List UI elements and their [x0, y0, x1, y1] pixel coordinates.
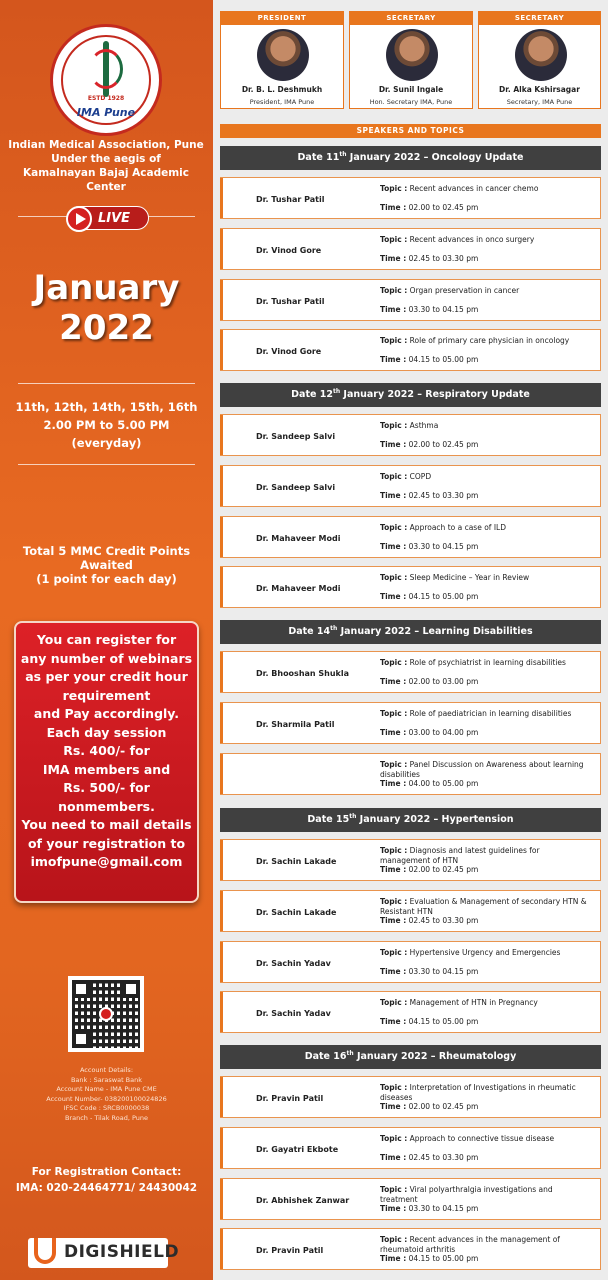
- registration-line: requirement: [62, 687, 151, 703]
- time-label: Time :: [380, 967, 407, 976]
- dates-time: 2.00 PM to 5.00 PM: [43, 418, 170, 432]
- topic-label: Topic :: [380, 235, 408, 244]
- time-text: 04.15 to 05.00 pm: [408, 592, 479, 601]
- contact-title: For Registration Contact:: [31, 1166, 182, 1178]
- time-label: Time :: [380, 677, 407, 686]
- live-badge: [67, 206, 149, 230]
- session-speaker: [256, 652, 376, 694]
- topic-label: Topic :: [380, 658, 408, 667]
- speaker-name: Dr. Sachin Lakade: [256, 856, 337, 866]
- session-topic: [380, 523, 590, 533]
- session-topic: [380, 846, 590, 866]
- dates-days: 11th, 12th, 14th, 15th, 16th: [15, 400, 198, 414]
- time-label: Time :: [380, 779, 407, 788]
- time-text: 03.30 to 04.15 pm: [408, 305, 479, 314]
- year: 2022: [59, 308, 154, 348]
- officer-photo: [515, 29, 567, 81]
- session-card: [220, 279, 601, 321]
- org-line-2: Under the aegis of: [51, 153, 161, 165]
- qr-pattern: [72, 980, 140, 1048]
- speakers-header: SPEAKERS AND TOPICS: [220, 124, 601, 138]
- topic-label: Topic :: [380, 948, 408, 957]
- speaker-name: Dr. Tushar Patil: [256, 194, 325, 204]
- session-time: [380, 254, 590, 263]
- play-icon: [66, 206, 92, 232]
- time-label: Time :: [380, 916, 407, 925]
- day-header-ordinal: th: [330, 624, 338, 632]
- payment-qr-code: [68, 976, 144, 1052]
- org-line-3: Kamalnayan Bajaj Academic Center: [22, 167, 189, 193]
- session-speaker: [256, 466, 376, 508]
- session-speaker: [256, 891, 376, 933]
- registration-line: any number of webinars: [20, 650, 193, 666]
- credit-points: [0, 544, 213, 586]
- speaker-name: Dr. Mahaveer Modi: [256, 533, 341, 543]
- topic-text: Approach to a case of ILD: [409, 523, 506, 532]
- day-header-date: Date 16: [304, 1051, 347, 1062]
- day-header-date: Date 12: [291, 389, 333, 400]
- session-time: [380, 1153, 590, 1162]
- session-topic: [380, 573, 590, 583]
- registration-line: Rs. 400/- for: [63, 743, 150, 758]
- registration-line: You need to mail details: [21, 817, 192, 832]
- bank-name: Bank : Saraswat Bank: [70, 1075, 143, 1084]
- day-header: [220, 620, 601, 644]
- topic-label: Topic :: [380, 846, 408, 855]
- day-header-title: January 2022 – Rheumatology: [353, 1051, 517, 1062]
- session-speaker: [256, 229, 376, 271]
- session-card: [220, 890, 601, 932]
- officer-card: [220, 11, 344, 109]
- shield-icon: [34, 1238, 56, 1264]
- officer-role: Secretary, IMA Pune: [506, 98, 573, 106]
- session-time: [380, 779, 590, 788]
- session-speaker: [256, 1179, 376, 1221]
- speaker-name: Dr. Sandeep Salvi: [256, 482, 336, 492]
- left-panel: [0, 0, 213, 1280]
- session-card: [220, 329, 601, 371]
- snake-icon: [89, 49, 123, 89]
- month-name: January: [33, 268, 180, 308]
- speaker-name: Dr. Sandeep Salvi: [256, 431, 336, 441]
- time-text: 02.00 to 02.45 pm: [408, 865, 479, 874]
- time-label: Time :: [380, 865, 407, 874]
- time-text: 02.00 to 02.45 pm: [408, 440, 479, 449]
- time-text: 03.30 to 04.15 pm: [408, 967, 479, 976]
- time-label: Time :: [380, 1017, 407, 1026]
- time-label: Time :: [380, 542, 407, 551]
- session-topic: [380, 948, 590, 958]
- session-time: [380, 967, 590, 976]
- day-header-title: January 2022 – Respiratory Update: [340, 389, 530, 400]
- speaker-name: Dr. Sharmila Patil: [256, 719, 335, 729]
- day-header-date: Date 15: [307, 814, 350, 825]
- topic-label: Topic :: [380, 573, 408, 582]
- session-speaker: [256, 517, 376, 559]
- officer-role: Hon. Secretary IMA, Pune: [369, 98, 453, 106]
- session-topic: [380, 235, 590, 245]
- topic-label: Topic :: [380, 897, 408, 906]
- time-text: 03.00 to 04.00 pm: [408, 728, 479, 737]
- session-topic: [380, 998, 590, 1008]
- topic-text: Diagnosis and latest guidelines for management of HTN: [380, 846, 540, 865]
- time-label: Time :: [380, 1102, 407, 1111]
- topic-label: Topic :: [380, 1185, 408, 1194]
- time-text: 02.45 to 03.30 pm: [408, 1153, 479, 1162]
- session-speaker: [256, 567, 376, 609]
- time-text: 02.45 to 03.30 pm: [408, 254, 479, 263]
- session-card: [220, 941, 601, 983]
- topic-text: Organ preservation in cancer: [409, 286, 520, 295]
- time-text: 02.00 to 03.00 pm: [408, 677, 479, 686]
- session-time: [380, 677, 590, 686]
- session-topic: [380, 421, 590, 431]
- speaker-name: Dr. Sachin Lakade: [256, 907, 337, 917]
- topic-label: Topic :: [380, 286, 408, 295]
- speaker-name: Dr. Sachin Yadav: [256, 1008, 331, 1018]
- officer-title: PRESIDENT: [221, 12, 343, 25]
- time-label: Time :: [380, 355, 407, 364]
- session-card: [220, 414, 601, 456]
- officer-photo: [386, 29, 438, 81]
- day-header: [220, 146, 601, 170]
- session-card: [220, 839, 601, 881]
- topic-text: Management of HTN in Pregnancy: [409, 998, 538, 1007]
- session-time: [380, 916, 590, 925]
- divider: [18, 383, 195, 384]
- registration-line: You can register for: [36, 632, 177, 647]
- topic-text: Evaluation & Management of secondary HTN & Resistant HTN: [380, 897, 587, 916]
- session-time: [380, 728, 590, 737]
- registration-line: and Pay accordingly.: [33, 706, 180, 721]
- event-dates: [0, 398, 213, 452]
- live-label: LIVE: [98, 211, 131, 226]
- session-card: [220, 177, 601, 219]
- session-time: [380, 542, 590, 551]
- day-header-title: January 2022 – Learning Disabilities: [337, 626, 533, 637]
- topic-text: Viral polyarthralgia investigations and treatment: [380, 1185, 553, 1204]
- session-card: [220, 228, 601, 270]
- bank-details: [0, 1066, 213, 1123]
- speaker-name: Dr. Tushar Patil: [256, 296, 325, 306]
- session-speaker: [256, 1128, 376, 1170]
- session-topic: [380, 897, 590, 917]
- session-speaker: [256, 942, 376, 984]
- officer-name: Dr. Alka Kshirsagar: [499, 85, 580, 94]
- ima-pune-logo: [50, 24, 162, 136]
- session-speaker: [256, 280, 376, 322]
- topic-text: Role of primary care physician in oncology: [409, 336, 570, 345]
- time-label: Time :: [380, 1254, 407, 1263]
- bank-title: Account Details:: [79, 1066, 134, 1074]
- session-topic: [380, 709, 590, 719]
- time-label: Time :: [380, 1153, 407, 1162]
- session-topic: [380, 472, 590, 482]
- topic-label: Topic :: [380, 760, 408, 769]
- bank-ifsc: IFSC Code : SRCB0000038: [63, 1104, 150, 1112]
- officer-card: [478, 11, 601, 109]
- session-speaker: [256, 840, 376, 882]
- session-time: [380, 1102, 590, 1111]
- registration-contact: [0, 1164, 213, 1196]
- qr-finder: [72, 1030, 90, 1048]
- topic-label: Topic :: [380, 1083, 408, 1092]
- topic-label: Topic :: [380, 523, 408, 532]
- session-time: [380, 491, 590, 500]
- topic-label: Topic :: [380, 336, 408, 345]
- time-text: 04.00 to 05.00 pm: [408, 779, 479, 788]
- session-time: [380, 203, 590, 212]
- session-speaker: [256, 1077, 376, 1119]
- speaker-name: Dr. Vinod Gore: [256, 245, 322, 255]
- session-speaker: [256, 415, 376, 457]
- session-topic: [380, 1134, 590, 1144]
- qr-finder: [72, 980, 90, 998]
- time-text: 04.15 to 05.00 pm: [408, 1254, 479, 1263]
- day-header: [220, 1045, 601, 1069]
- topic-text: Panel Discussion on Awareness about learning disabilities: [380, 760, 584, 779]
- time-label: Time :: [380, 1204, 407, 1213]
- registration-line: Each day session: [46, 724, 167, 740]
- speaker-name: Dr. Abhishek Zanwar: [256, 1195, 350, 1205]
- registration-line: Rs. 500/- for: [63, 780, 150, 795]
- registration-line: IMA members and: [42, 761, 171, 777]
- session-time: [380, 865, 590, 874]
- topic-text: Role of paediatrician in learning disabilities: [409, 709, 572, 718]
- registration-line: as per your credit hour: [25, 669, 188, 684]
- day-header: [220, 808, 601, 832]
- time-label: Time :: [380, 440, 407, 449]
- topic-label: Topic :: [380, 184, 408, 193]
- session-card: [220, 1076, 601, 1118]
- session-card: [220, 1127, 601, 1169]
- topic-label: Topic :: [380, 421, 408, 430]
- session-card: [220, 753, 601, 795]
- time-text: 02.00 to 02.45 pm: [408, 1102, 479, 1111]
- day-header-ordinal: th: [346, 1049, 354, 1057]
- session-topic: [380, 658, 590, 668]
- officer-card: [349, 11, 473, 109]
- topic-text: Interpretation of Investigations in rheumatic diseases: [380, 1083, 576, 1102]
- dates-note: (everyday): [71, 436, 142, 450]
- contact-phone: IMA: 020-24464771/ 24430042: [15, 1182, 198, 1194]
- session-topic: [380, 286, 590, 296]
- day-header-date: Date 11: [297, 152, 340, 163]
- speaker-name: Dr. Pravin Patil: [256, 1245, 324, 1255]
- session-time: [380, 355, 590, 364]
- session-card: [220, 566, 601, 608]
- topic-text: Recent advances in onco surgery: [409, 235, 535, 244]
- day-header-title: January 2022 – Hypertension: [356, 814, 514, 825]
- session-topic: [380, 1185, 590, 1205]
- logo-name: IMA Pune: [76, 106, 136, 119]
- session-time: [380, 1254, 590, 1263]
- time-label: Time :: [380, 592, 407, 601]
- bank-branch: Branch - Tilak Road, Pune: [64, 1113, 149, 1122]
- time-text: 02.45 to 03.30 pm: [408, 916, 479, 925]
- session-time: [380, 440, 590, 449]
- time-text: 04.15 to 05.00 pm: [408, 1017, 479, 1026]
- session-topic: [380, 760, 590, 780]
- day-header-date: Date 14: [288, 626, 331, 637]
- speaker-name: Dr. Vinod Gore: [256, 346, 322, 356]
- session-speaker: [256, 1229, 376, 1271]
- session-topic: [380, 184, 590, 194]
- org-line-1: Indian Medical Association, Pune: [8, 139, 204, 151]
- session-card: [220, 1228, 601, 1270]
- registration-line: nonmembers.: [58, 798, 155, 814]
- session-time: [380, 1204, 590, 1213]
- day-header-ordinal: th: [349, 812, 357, 820]
- officer-name: Dr. Sunil Ingale: [378, 85, 444, 94]
- officer-title: SECRETARY: [479, 12, 600, 25]
- day-header-ordinal: th: [339, 150, 347, 158]
- bank-account-name: Account Name - IMA Pune CME: [56, 1085, 157, 1093]
- time-label: Time :: [380, 203, 407, 212]
- session-card: [220, 991, 601, 1033]
- officer-title: SECRETARY: [350, 12, 472, 25]
- time-label: Time :: [380, 254, 407, 263]
- session-topic: [380, 1235, 590, 1255]
- session-speaker: [256, 703, 376, 745]
- bank-account-number: Account Number- 038200100024826: [46, 1094, 167, 1103]
- topic-text: Hypertensive Urgency and Emergencies: [409, 948, 561, 957]
- brand-name: DIGISHIELD: [64, 1242, 180, 1262]
- topic-text: Approach to connective tissue disease: [409, 1134, 555, 1143]
- logo-established: ESTD 1928: [87, 95, 125, 102]
- speaker-name: Dr. Gayatri Ekbote: [256, 1144, 339, 1154]
- digishield-logo: [28, 1238, 188, 1266]
- topic-text: Role of psychiatrist in learning disabilities: [409, 658, 566, 667]
- speaker-name: Dr. Sachin Yadav: [256, 958, 331, 968]
- topic-text: Recent advances in cancer chemo: [409, 184, 539, 193]
- session-card: [220, 702, 601, 744]
- topic-label: Topic :: [380, 709, 408, 718]
- session-card: [220, 651, 601, 693]
- speaker-name: Dr. Bhooshan Shukla: [256, 668, 350, 678]
- officer-name: Dr. B. L. Deshmukh: [241, 85, 323, 94]
- credit-line-3: (1 point for each day): [36, 572, 177, 586]
- speaker-name: Dr. Pravin Patil: [256, 1093, 324, 1103]
- divider: [18, 464, 195, 465]
- session-time: [380, 1017, 590, 1026]
- session-topic: [380, 1083, 590, 1103]
- session-topic: [380, 336, 590, 346]
- session-time: [380, 592, 590, 601]
- time-label: Time :: [380, 491, 407, 500]
- time-text: 02.00 to 02.45 pm: [408, 203, 479, 212]
- credit-line-1: Total 5 MMC Credit Points: [22, 544, 191, 558]
- time-text: 02.45 to 03.30 pm: [408, 491, 479, 500]
- time-label: Time :: [380, 728, 407, 737]
- topic-label: Topic :: [380, 1235, 408, 1244]
- day-header: [220, 383, 601, 407]
- topic-text: Asthma: [409, 421, 439, 430]
- registration-line: of your registration to: [27, 835, 186, 851]
- topic-label: Topic :: [380, 472, 408, 481]
- officer-role: President, IMA Pune: [249, 98, 315, 106]
- time-label: Time :: [380, 305, 407, 314]
- time-text: 03.30 to 04.15 pm: [408, 542, 479, 551]
- topic-text: COPD: [409, 472, 432, 481]
- session-card: [220, 1178, 601, 1220]
- speaker-name: Dr. Mahaveer Modi: [256, 583, 341, 593]
- day-header-ordinal: th: [332, 387, 341, 395]
- session-speaker: [256, 992, 376, 1034]
- session-speaker: [256, 754, 376, 796]
- registration-info-box: [14, 621, 199, 903]
- organization-block: [6, 138, 206, 194]
- qr-finder: [122, 980, 140, 998]
- topic-text: Sleep Medicine – Year in Review: [409, 573, 530, 582]
- time-text: 03.30 to 04.15 pm: [408, 1204, 479, 1213]
- topic-label: Topic :: [380, 998, 408, 1007]
- event-month: [0, 268, 213, 348]
- topic-text: Recent advances in the management of rheumatoid arthritis: [380, 1235, 560, 1254]
- session-card: [220, 516, 601, 558]
- session-card: [220, 465, 601, 507]
- qr-center-logo-icon: [99, 1007, 113, 1021]
- day-header-title: January 2022 – Oncology Update: [346, 152, 524, 163]
- registration-line: imofpune@gmail.com: [30, 854, 183, 869]
- officer-photo: [257, 29, 309, 81]
- session-time: [380, 305, 590, 314]
- topic-label: Topic :: [380, 1134, 408, 1143]
- session-speaker: [256, 178, 376, 220]
- session-speaker: [256, 330, 376, 372]
- credit-line-2: Awaited: [80, 558, 133, 572]
- time-text: 04.15 to 05.00 pm: [408, 355, 479, 364]
